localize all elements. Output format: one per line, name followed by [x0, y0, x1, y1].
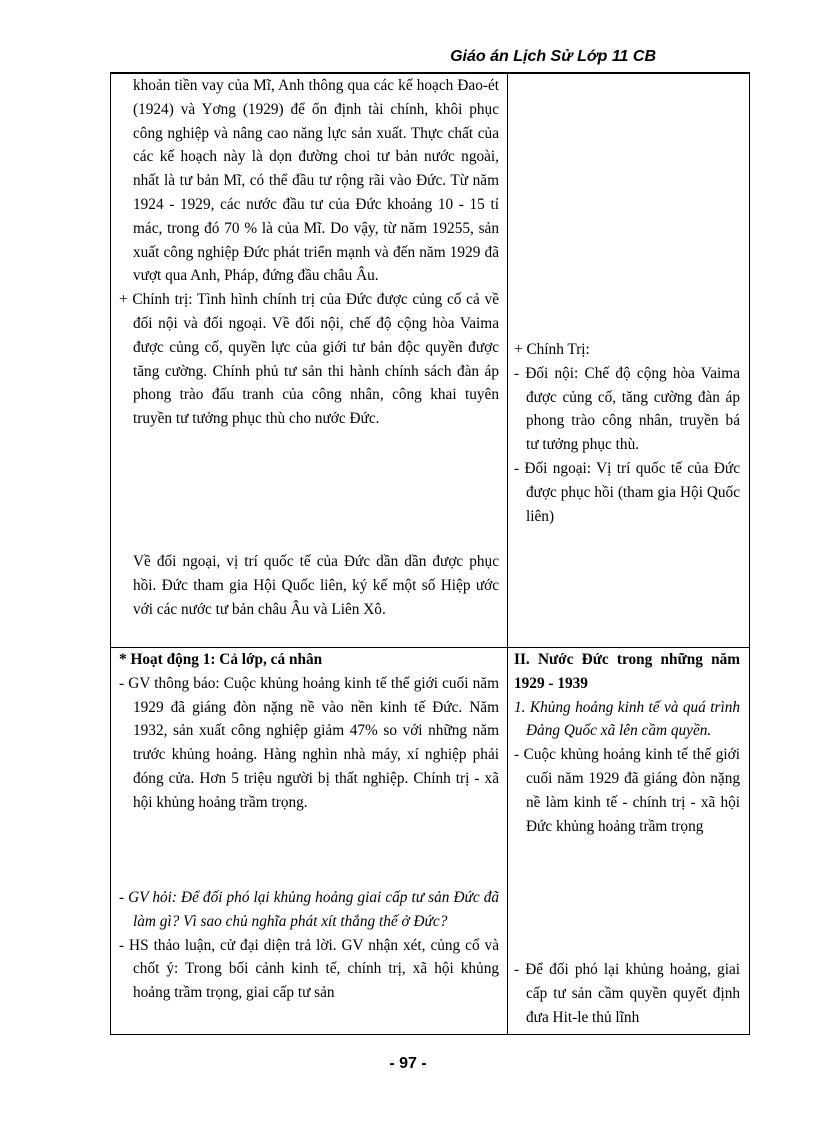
politics-heading: + Chính Trị: — [514, 341, 590, 358]
crisis-summary: - Cuộc khủng hoảng kinh tế thế giới cuối năm 1929 đã giáng đòn nặng nề làm kinh tế - chính trị - xã hội Đức khủng hoảng trầm trọng — [514, 746, 740, 835]
foreign-summary: - Đối ngoại: Vị trí quốc tế của Đức được phục hồi (tham gia Hội Quốc liên) — [514, 459, 740, 525]
left-column-question — [119, 886, 499, 1005]
paragraph-student-discussion: - HS thảo luận, cử đại diện trả lời. GV nhận xét, củng cố và chốt ý: Trong bối cảnh kinh tế, chính trị, xã hội khủng hoảng trầm trọng, giai cấp tư sản — [119, 936, 499, 1002]
column-divider — [507, 74, 508, 1034]
response-summary: - Để đối phó lại khủng hoảng, giai cấp tư sản cầm quyền quyết định đưa Hit-le thủ lĩnh — [514, 961, 740, 1026]
left-column — [119, 74, 499, 431]
right-column-response — [514, 958, 740, 1029]
activity-heading: * Hoạt động 1: Cả lớp, cá nhân — [119, 651, 323, 668]
left-column-activity — [119, 648, 499, 815]
domestic-summary: - Đối nội: Chế độ cộng hòa Vaima được củng cố, tăng cường đàn áp phong trào công nhân, truyền bá tư tưởng phục thù. — [514, 364, 740, 454]
right-column-section — [514, 648, 740, 838]
section-heading: II. Nước Đức trong những năm 1929 - 1939 — [514, 651, 740, 692]
paragraph-teacher-announcement: - GV thông báo: Cuộc khủng hoảng kinh tế thế giới cuối năm 1929 đã giáng đòn nặng nề vào nền kinh tế Đức. Năm 1932, sản xuất công nghiệp giảm 47% so với những năm trước khủng hoảng. Hàng nghìn nhà máy, xí nghiệp phải đóng cửa. Hơn 5 triệu người bị thất nghiệp. Chính trị - xã hội khủng hoảng trầm trọng. — [119, 674, 499, 811]
right-column-politics — [514, 338, 740, 528]
page-number: - 97 - — [389, 1055, 427, 1072]
paragraph-economy-loans: khoản tiền vay của Mĩ, Anh thông qua các kế hoạch Đao-ét (1924) và Yơng (1929) để ổn định tài chính, khôi phục công nghiệp và nâng cao năng lực sản xuất. Thực chất của các kế hoạch này là dọn đường choi tư bản nước ngoài, nhất là tư bản Mĩ, có thể đầu tư rộng rãi vào Đức. Từ năm 1924 - 1929, các nước đầu tư của Đức khoảng 10 - 15 tỉ mác, trong đó 70 % là của Mĩ. Do vậy, từ năm 19255, sản xuất công nghiệp Đức phát triển mạnh và đến năm 1929 đã vượt qua Anh, Pháp, đứng đầu châu Âu. — [133, 77, 499, 285]
lesson-table — [110, 74, 750, 1035]
paragraph-politics: + Chính trị: Tình hình chính trị của Đức được củng cố cả về đối nội và đối ngoại. Về đối nội, chế độ cộng hòa Vaima được củng cố, quyền lực của giới tư bản độc quyền được tăng cường. Chính phủ tư sản thi hành chính sách đàn áp phong trào đấu tranh của công nhân, công khai tuyên truyền tư tưởng phục thù cho nước Đức. — [119, 291, 499, 428]
paragraph-teacher-question: - GV hỏi: Để đối phó lại khủng hoảng giai cấp tư sản Đức đã làm gì? Vì sao chủ nghĩa phát xít thắng thế ở Đức? — [119, 889, 499, 930]
subsection-heading: 1. Khủng hoảng kinh tế và quá trình Đảng Quốc xã lên cầm quyền. — [514, 698, 740, 740]
page-header-title: Giáo án Lịch Sử Lớp 11 CB — [450, 48, 656, 65]
left-column-foreign — [119, 550, 499, 621]
paragraph-foreign-affairs: Về đối ngoại, vị trí quốc tế của Đức dần dần được phục hồi. Đức tham gia Hội Quốc liên, ký kế một số Hiệp ước với các nước tư bản châu Âu và Liên Xô. — [133, 553, 499, 618]
